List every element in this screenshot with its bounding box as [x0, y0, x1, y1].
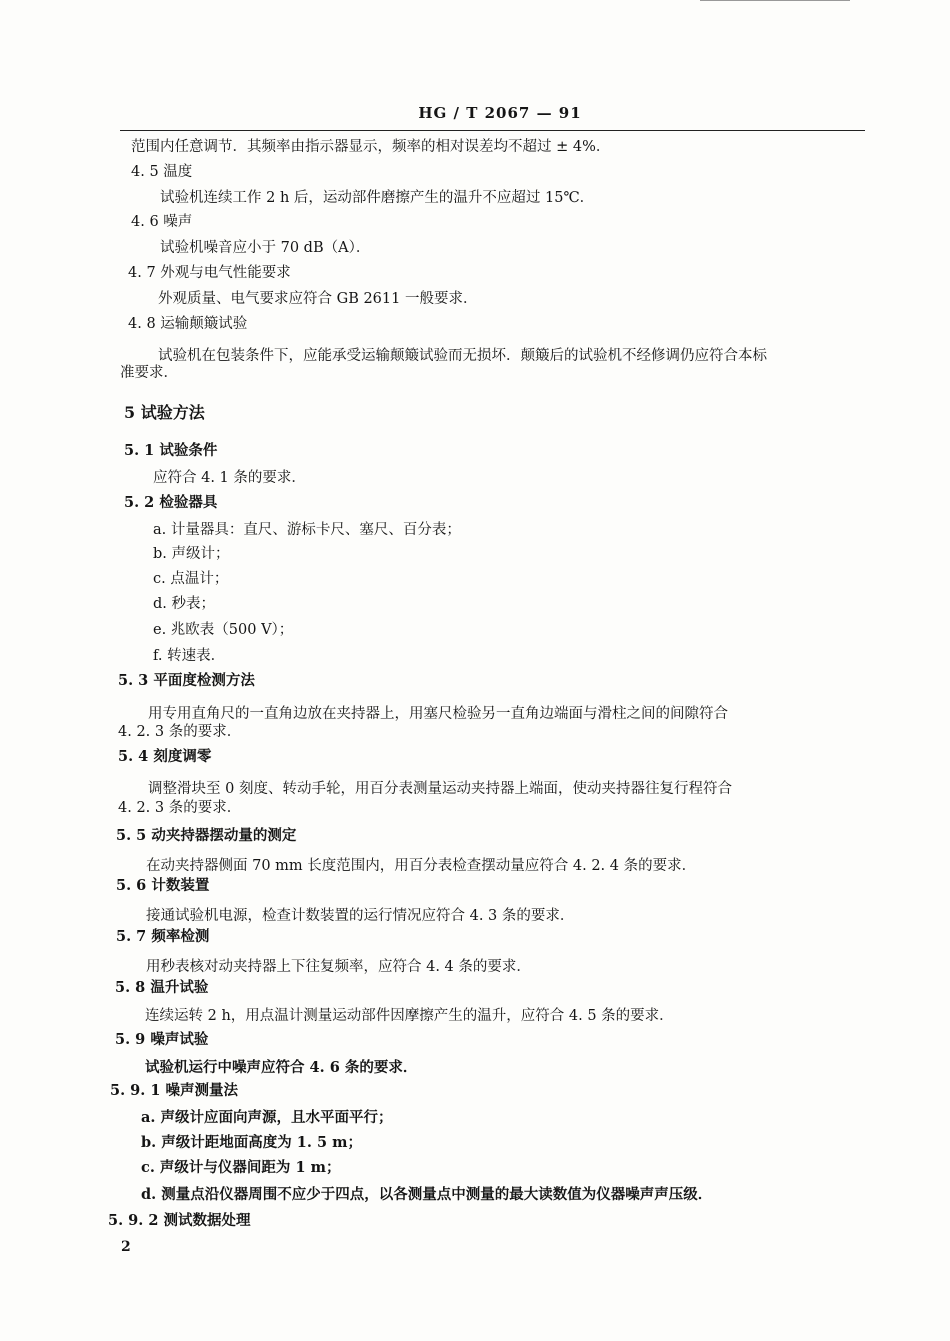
text-line: 范围内任意调节．其频率由指示器显示，频率的相对误差均不超过 ± 4%． — [131, 139, 611, 155]
section-heading: 5. 9. 1 噪声测量法 — [110, 1082, 239, 1099]
section-heading: 4. 5 温度 — [131, 164, 193, 180]
list-item: b. 声级计距地面高度为 1. 5 m； — [141, 1134, 362, 1151]
list-item: d. 测量点沿仪器周围不应少于四点，以各测量点中测量的最大读数值为仪器噪声声压级． — [141, 1186, 713, 1203]
section-heading: 4. 8 运输颠簸试验 — [128, 316, 248, 332]
text-line: 4. 2. 3 条的要求． — [118, 724, 242, 740]
section-heading: 4. 7 外观与电气性能要求 — [128, 265, 291, 281]
text-line: 在动夹持器侧面 70 mm 长度范围内，用百分表检查摆动量应符合 4. 2. 4 条的要求． — [146, 858, 697, 874]
text-line: 外观质量、电气要求应符合 GB 2611 一般要求． — [158, 291, 478, 307]
section-heading: 5. 1 试验条件 — [124, 442, 218, 459]
list-item: a. 计量器具：直尺、游标卡尺、塞尺、百分表； — [153, 522, 461, 538]
section-heading: 5. 3 平面度检测方法 — [118, 672, 255, 689]
scan-mark — [700, 0, 850, 1]
section-heading: 4. 6 噪声 — [131, 214, 193, 230]
text-line: 用专用直角尺的一直角边放在夹持器上，用塞尺检验另一直角边端面与滑柱之间的间隙符合 — [148, 706, 728, 722]
section-heading: 5. 8 温升试验 — [115, 979, 209, 996]
text-line: 调整滑块至 0 刻度、转动手轮，用百分表测量运动夹持器上端面，使动夹持器往复行程符合 — [148, 781, 732, 797]
text-line: 试验机在包装条件下，应能承受运输颠簸试验而无损坏．颠簸后的试验机不经修调仍应符合本标 — [158, 348, 767, 364]
section-heading: 5. 9. 2 测试数据处理 — [108, 1212, 251, 1229]
chapter-heading: 5 试验方法 — [124, 403, 205, 422]
section-heading: 5. 2 检验器具 — [124, 494, 218, 511]
list-item: d. 秒表； — [153, 596, 215, 612]
list-item: a. 声级计应面向声源，且水平面平行； — [141, 1109, 393, 1126]
text-line: 准要求． — [120, 365, 178, 381]
text-line: 用秒表核对动夹持器上下往复频率，应符合 4. 4 条的要求． — [146, 959, 531, 975]
list-item: f. 转速表． — [153, 648, 226, 664]
text-line: 应符合 4. 1 条的要求． — [153, 470, 306, 486]
section-heading: 5. 9 噪声试验 — [115, 1031, 209, 1048]
text-line: 试验机噪音应小于 70 dB（A）． — [160, 240, 371, 256]
list-item: e. 兆欧表（500 V）； — [153, 622, 294, 638]
section-heading: 5. 5 动夹持器摆动量的测定 — [116, 827, 297, 844]
section-heading: 5. 6 计数装置 — [116, 877, 210, 894]
text-line: 试验机运行中噪声应符合 4. 6 条的要求． — [145, 1059, 418, 1076]
text-line: 接通试验机电源，检查计数装置的运行情况应符合 4. 3 条的要求． — [146, 908, 575, 924]
page-header-standard-code: HG / T 2067 — 91 — [418, 104, 582, 122]
header-rule — [120, 130, 865, 131]
page-number: 2 — [121, 1239, 131, 1255]
section-heading: 5. 7 频率检测 — [116, 928, 210, 945]
section-heading: 5. 4 刻度调零 — [118, 748, 212, 765]
list-item: c. 点温计； — [153, 571, 229, 587]
text-line: 4. 2. 3 条的要求． — [118, 800, 242, 816]
list-item: c. 声级计与仪器间距为 1 m； — [141, 1159, 341, 1176]
list-item: b. 声级计； — [153, 546, 230, 562]
text-line: 试验机连续工作 2 h 后，运动部件磨擦产生的温升不应超过 15℃． — [160, 190, 595, 206]
text-line: 连续运转 2 h，用点温计测量运动部件因摩擦产生的温升，应符合 4. 5 条的要求． — [145, 1008, 674, 1024]
